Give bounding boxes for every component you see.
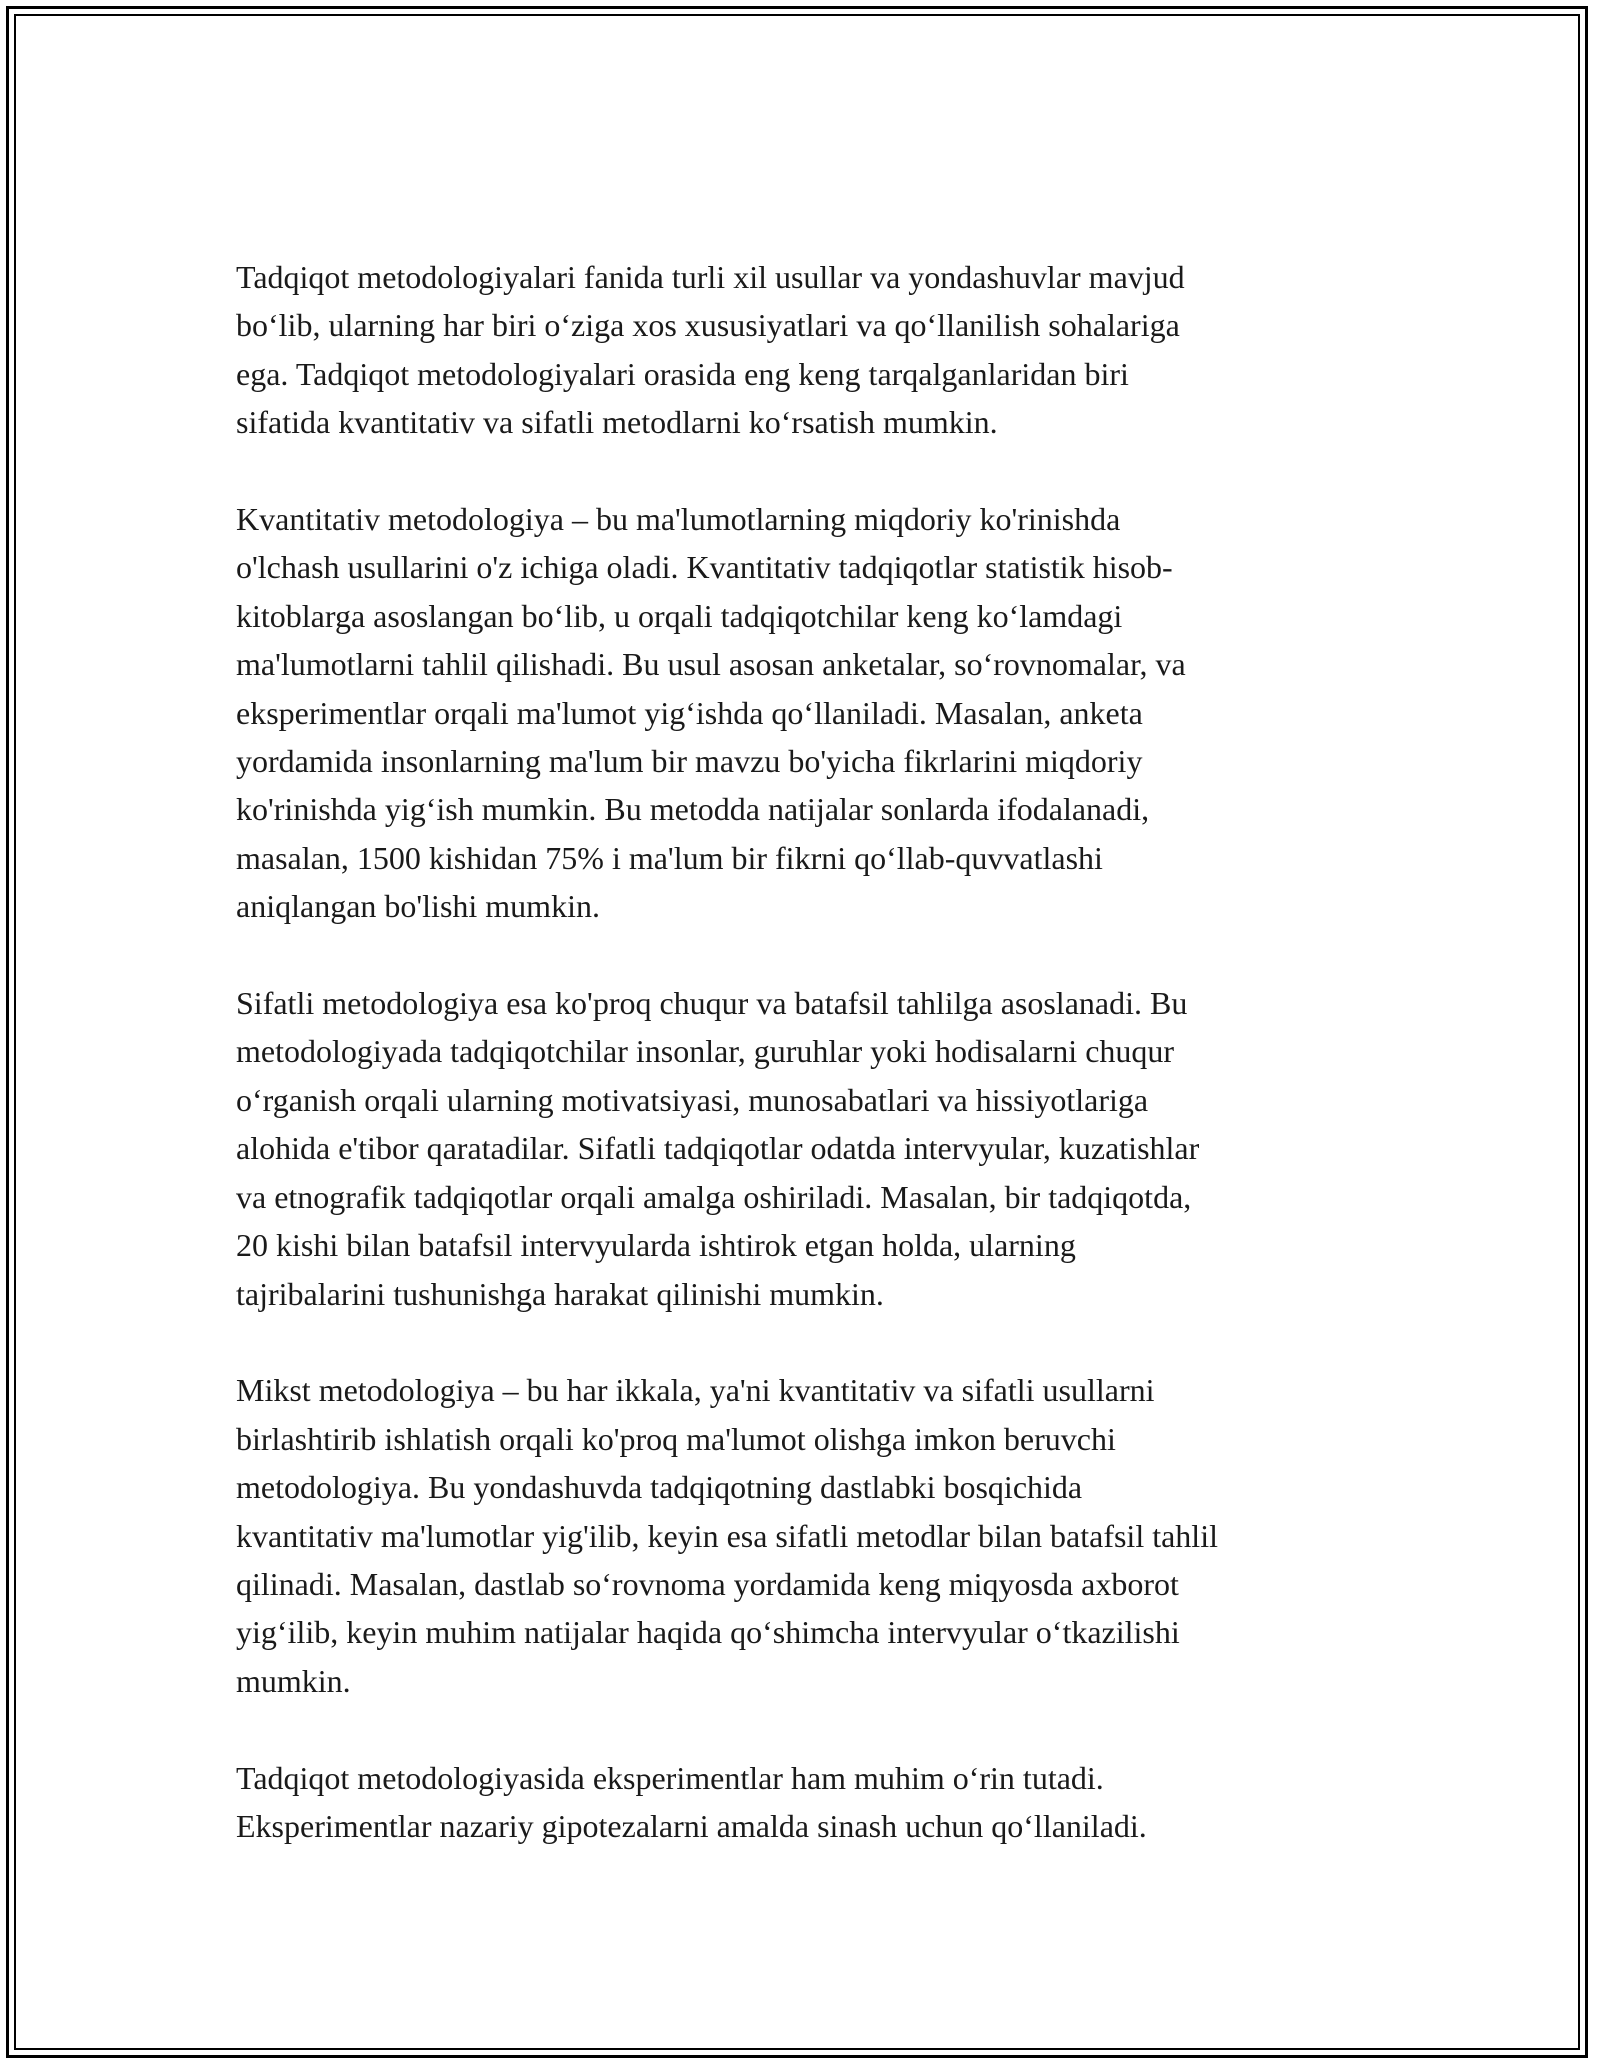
paragraph-intro: Tadqiqot metodologiyalari fanida turli xil usullar va yondashuvlar mavjud bo‘lib, ularning har biri o‘ziga xos xususiyatlari va qo‘llanilish sohalariga ega. Tadqiqot metodologiyalari orasida eng keng tarqalganlaridan biri sifatida kvantitativ va sifatli metodlarni ko‘rsatish mumkin.: [236, 259, 1185, 441]
paragraph-mixed: Mikst metodologiya – bu har ikkala, ya'ni kvantitativ va sifatli usullarni birlashtirib ishlatish orqali ko'proq ma'lumot olishga imkon beruvchi metodologiya. Bu yondashuvda tadqiqotning dastlabki bosqichida kvantitativ ma'lumotlar yig'ilib, keyin esa sifatli metodlar bilan batafsil tahlil qilinadi. Masalan, dastlab so‘rovnoma yordamida keng miqyosda axborot yig‘ilib, keyin muhim natijalar haqida qo‘shimcha intervyular o‘tkazilishi mumkin.: [236, 1372, 1218, 1699]
document-body: [236, 253, 1376, 1850]
paragraph-experiments: Tadqiqot metodologiyasida eksperimentlar ham muhim o‘rin tutadi. Eksperimentlar nazariy gipotezalarni amalda sinash uchun qo‘llaniladi.: [236, 1759, 1147, 1844]
paragraph-qualitative: Sifatli metodologiya esa ko'proq chuqur va batafsil tahlilga asoslanadi. Bu metodologiyada tadqiqotchilar insonlar, guruhlar yoki hodisalarni chuqur o‘rganish orqali ularning motivatsiyasi, munosabatlari va hissiyotlariga alohida e'tibor qaratadilar. Sifatli tadqiqotlar odatda intervyular, kuzatishlar va etnografik tadqiqotlar orqali amalga oshiriladi. Masalan, bir tadqiqotda, 20 kishi bilan batafsil intervyularda ishtirok etgan holda, ularning tajribalarini tushunishga harakat qilinishi mumkin.: [236, 985, 1200, 1312]
paragraph-quantitative: Kvantitativ metodologiya – bu ma'lumotlarning miqdoriy ko'rinishda o'lchash usullarini o'z ichiga oladi. Kvantitativ tadqiqotlar statistik hisob- kitoblarga asoslangan bo‘lib, u orqali tadqiqotchilar keng ko‘lamdagi ma'lumotlarni tahlil qilishadi. Bu usul asosan anketalar, so‘rovnomalar, va eksperimentlar orqali ma'lumot yig‘ishda qo‘llaniladi. Masalan, anketa yordamida insonlarning ma'lum bir mavzu bo'yicha fikrlarini miqdoriy ko'rinishda yig‘ish mumkin. Bu metodda natijalar sonlarda ifodalanadi, masalan, 1500 kishidan 75% i ma'lum bir fikrni qo‘llab-quvvatlashi aniqlangan bo'lishi mumkin.: [236, 501, 1186, 925]
